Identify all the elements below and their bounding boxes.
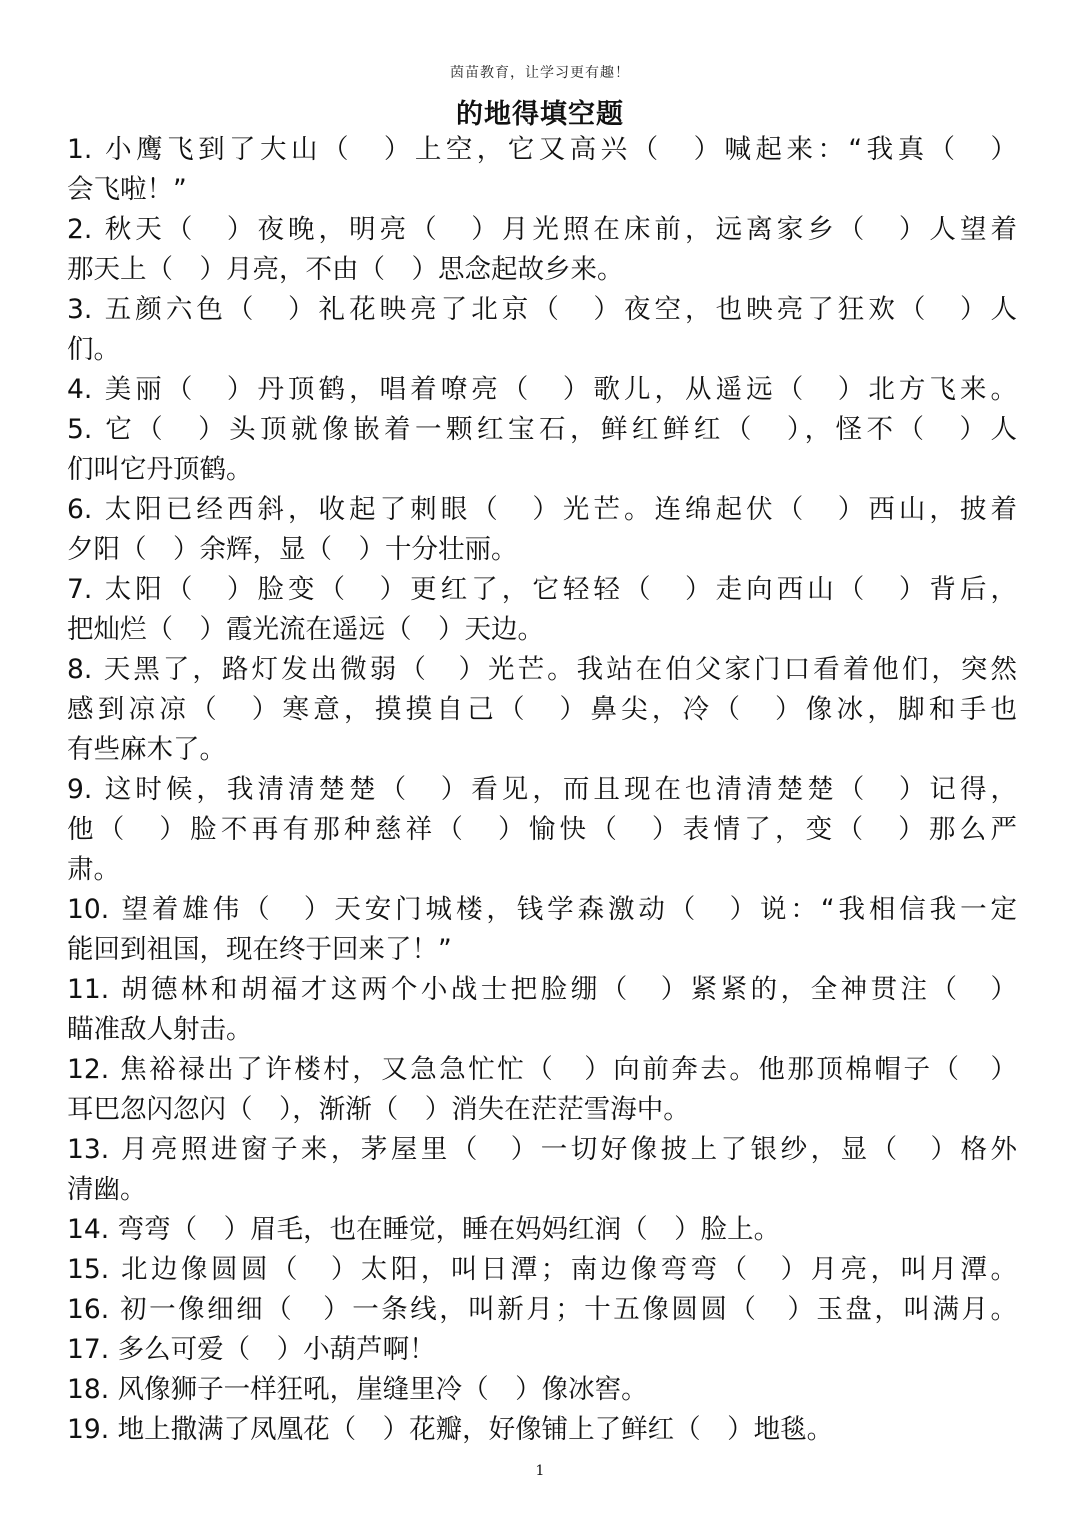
question-line: 7. 太阳（ ）脸变（ ）更红了，它轻轻（ ）走向西山（ ）背后， xyxy=(67,574,1017,605)
question-line: 4. 美丽（ ）丹顶鹤，唱着嘹亮（ ）歌儿，从遥远（ ）北方飞来。 xyxy=(67,374,1017,405)
question-line: 耳巴忽闪忽闪（ ），渐渐（ ）消失在茫茫雪海中。 xyxy=(67,1094,690,1125)
question-line: 1. 小鹰飞到了大山（ ）上空，它又高兴（ ）喊起来：“我真（ ） xyxy=(67,134,1017,165)
question-line: 会飞啦！” xyxy=(67,174,187,205)
header-slogan: 茵苗教育，让学习更有趣！ xyxy=(450,65,630,81)
question-line: 15. 北边像圆圆（ ）太阳，叫日潭；南边像弯弯（ ）月亮，叫月潭。 xyxy=(67,1254,1017,1285)
question-line: 清幽。 xyxy=(67,1174,147,1205)
question-line: 19. 地上撒满了凤凰花（ ）花瓣，好像铺上了鲜红（ ）地毯。 xyxy=(67,1414,834,1445)
question-line: 们叫它丹顶鹤。 xyxy=(67,454,253,485)
question-line: 感到凉凉（ ）寒意，摸摸自己（ ）鼻尖，冷（ ）像冰，脚和手也 xyxy=(67,694,1017,725)
question-line: 18. 风像狮子一样狂吼，崖缝里冷（ ）像冰窖。 xyxy=(67,1374,648,1405)
question-line: 12. 焦裕禄出了许楼村，又急急忙忙（ ）向前奔去。他那顶棉帽子（ ） xyxy=(67,1054,1017,1085)
question-line: 3. 五颜六色（ ）礼花映亮了北京（ ）夜空，也映亮了狂欢（ ）人 xyxy=(67,294,1017,325)
question-line: 16. 初一像细细（ ）一条线，叫新月；十五像圆圆（ ）玉盘，叫满月。 xyxy=(67,1294,1017,1325)
question-line: 那天上（ ）月亮，不由（ ）思念起故乡来。 xyxy=(67,254,624,285)
question-line: 6. 太阳已经西斜，收起了刺眼（ ）光芒。连绵起伏（ ）西山，披着 xyxy=(67,494,1017,525)
question-line: 9. 这时候，我清清楚楚（ ）看见，而且现在也清清楚楚（ ）记得， xyxy=(67,774,1017,805)
worksheet-title: 的地得填空题 xyxy=(456,99,624,130)
question-list xyxy=(67,130,1017,1450)
question-line: 14. 弯弯（ ）眉毛，也在睡觉，睡在妈妈红润（ ）脸上。 xyxy=(67,1214,781,1245)
question-line: 8. 天黑了，路灯发出微弱（ ）光芒。我站在伯父家门口看着他们，突然 xyxy=(67,654,1017,685)
question-line: 10. 望着雄伟（ ）天安门城楼，钱学森激动（ ）说：“我相信我一定 xyxy=(67,894,1017,925)
question-line: 能回到祖国，现在终于回来了！” xyxy=(67,934,452,965)
question-line: 把灿烂（ ）霞光流在遥远（ ）天边。 xyxy=(67,614,544,645)
question-line: 有些麻木了。 xyxy=(67,734,226,765)
question-line: 瞄准敌人射击。 xyxy=(67,1014,253,1045)
question-line: 11. 胡德林和胡福才这两个小战士把脸绷（ ）紧紧的，全神贯注（ ） xyxy=(67,974,1017,1005)
question-line: 肃。 xyxy=(67,854,120,885)
question-line: 17. 多么可爱（ ）小葫芦啊！ xyxy=(67,1334,436,1365)
question-line: 2. 秋天（ ）夜晚，明亮（ ）月光照在床前，远离家乡（ ）人望着 xyxy=(67,214,1017,245)
question-line: 5. 它（ ）头顶就像嵌着一颗红宝石，鲜红鲜红（ ），怪不（ ）人 xyxy=(67,414,1017,445)
question-line: 13. 月亮照进窗子来，茅屋里（ ）一切好像披上了银纱，显（ ）格外 xyxy=(67,1134,1017,1165)
page-number: 1 xyxy=(535,1463,545,1479)
question-line: 们。 xyxy=(67,334,120,365)
question-line: 他（ ）脸不再有那种慈祥（ ）愉快（ ）表情了，变（ ）那么严 xyxy=(67,814,1017,845)
question-line: 夕阳（ ）余辉，显（ ）十分壮丽。 xyxy=(67,534,518,565)
